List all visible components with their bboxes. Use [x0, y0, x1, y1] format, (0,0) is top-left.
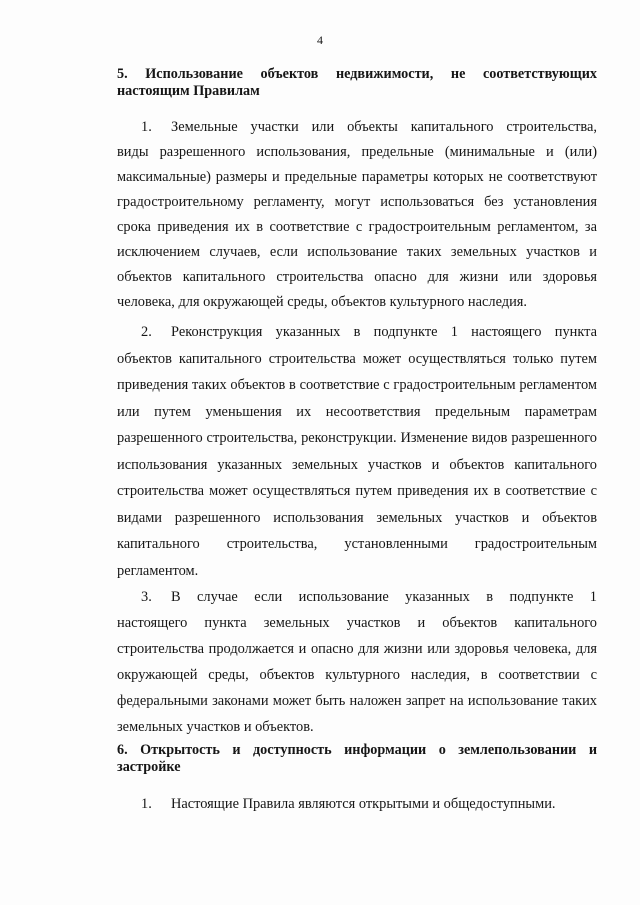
s5-p2-line-2: объектов капитального строительства может осуществляться только путем: [117, 351, 597, 367]
s5-p3-line-4: окружающей среды, объектов культурного наследия, в соответствии с: [117, 667, 597, 683]
s5-p2-line-5: разрешенного строительства, реконструкции. Изменение видов разрешенного: [117, 430, 597, 446]
s5-p3-number: 3.: [141, 589, 152, 605]
s5-p3-line-3: строительства продолжается и опасно для жизни или здоровья человека, для: [117, 641, 597, 657]
s5-p1-line-7: объектов капитального строительства опасно для жизни или здоровья: [117, 269, 597, 285]
s5-p1-line-5: срока приведения их в соответствие с градостроительным регламентом, за: [117, 219, 597, 235]
s5-p1-line-1: 1. Земельные участки или объекты капитального строительства,: [117, 118, 597, 136]
s5-p1-line-8: человека, для окружающей среды, объектов культурного наследия.: [117, 294, 528, 310]
s5-p3-line-1: 3. В случае если использование указанных в подпункте 1: [117, 588, 597, 606]
s5-p2-line-10: регламентом.: [117, 563, 199, 579]
section-5-heading: 5. Использование объектов недвижимости, не соответствующих настоящим Правилам: [117, 66, 597, 99]
s5-p2-line-3: приведения таких объектов в соответствие с градостроительным регламентом: [117, 377, 597, 393]
s5-p2-line-7: строительства может осуществляться путем приведения их в соответствие с: [117, 483, 597, 499]
s5-p2-line-4: или путем уменьшения их несоответствия предельным параметрам: [117, 404, 597, 420]
s5-p1-number: 1.: [141, 119, 152, 135]
s5-p1-line-4: градостроительному регламенту, могут использоваться без установления: [117, 194, 597, 210]
s5-p2-line-1: 2. Реконструкция указанных в подпункте 1 настоящего пункта: [117, 323, 597, 341]
section-6-heading: 6. Открытость и доступность информации о землепользовании и застройке: [117, 742, 597, 775]
s5-p1-line-3: максимальные) размеры и предельные параметры которых не соответствуют: [117, 169, 597, 185]
s5-p2-line-9: капитального строительства, установленными градостроительным: [117, 536, 597, 552]
s5-p1-line-2: виды разрешенного использования, предельные (минимальные и (или): [117, 144, 597, 160]
s5-p3-line-6: земельных участков и объектов.: [117, 719, 314, 735]
s5-p3-line-2: настоящего пункта земельных участков и объектов капитального: [117, 615, 597, 631]
s5-p2-line-8: видами разрешенного использования земельных участков и объектов: [117, 510, 597, 526]
s6-p1-number: 1.: [141, 796, 152, 812]
s5-p2-line-6: использования указанных земельных участков и объектов капитального: [117, 457, 597, 473]
page-number: 4: [317, 33, 323, 47]
s5-p2-number: 2.: [141, 324, 152, 340]
s5-p1-line-6: исключением случаев, если использование таких земельных участков и: [117, 244, 597, 260]
s5-p3-line-5: федеральными законами может быть наложен запрет на использование таких: [117, 693, 597, 709]
s6-p1-line-1: 1. Настоящие Правила являются открытыми и общедоступными.: [117, 795, 597, 813]
